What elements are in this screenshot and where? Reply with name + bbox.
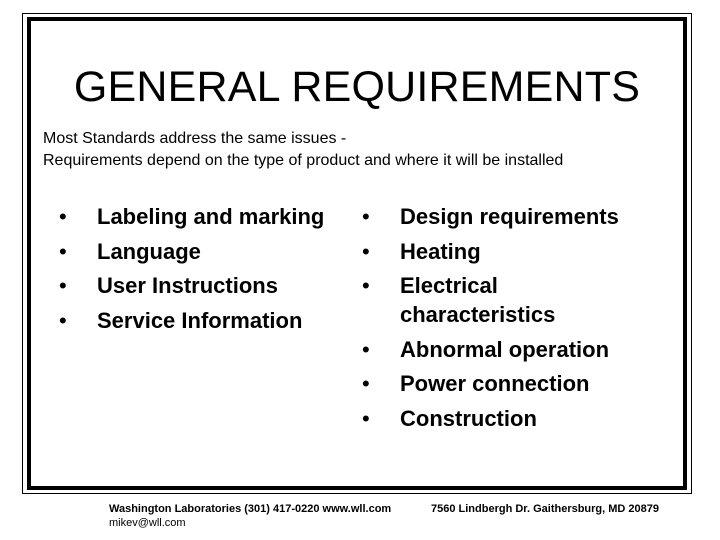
bullet-icon: • — [362, 273, 370, 298]
list-item — [362, 202, 682, 231]
list-item-label: Abnormal operation — [400, 336, 610, 362]
list-item — [59, 202, 359, 231]
right-bullet-list — [362, 202, 682, 438]
list-item — [59, 237, 359, 266]
bullet-icon: • — [362, 204, 370, 229]
bullet-icon: • — [362, 238, 370, 264]
bullet-icon: • — [362, 336, 370, 362]
list-item — [362, 335, 682, 364]
list-item-label: Construction — [400, 405, 537, 431]
list-item — [59, 306, 359, 335]
list-item-label: User Instructions — [97, 273, 278, 298]
list-item-label: Heating — [400, 238, 481, 264]
list-item — [362, 404, 682, 433]
left-bullet-list — [59, 202, 359, 340]
bullet-icon: • — [59, 307, 67, 333]
list-item-label: Design requirements — [400, 204, 619, 229]
list-item-label: Power connection — [400, 371, 590, 396]
list-item — [362, 237, 682, 266]
bullet-icon: • — [59, 273, 67, 298]
slide-title: GENERAL REQUIREMENTS — [73, 63, 641, 111]
list-item — [59, 271, 359, 300]
list-item — [362, 271, 630, 329]
list-item-label: Service Information — [97, 307, 303, 333]
list-item — [362, 369, 682, 398]
bullet-icon: • — [59, 238, 67, 264]
list-item-label: Language — [97, 238, 201, 264]
footer-email: mikev@wll.com — [109, 517, 186, 529]
list-item-label: Labeling and marking — [97, 204, 325, 229]
bullet-icon: • — [362, 371, 370, 396]
bullet-icon: • — [362, 405, 370, 431]
subtitle-line-1: Most Standards address the same issues - — [43, 130, 347, 147]
footer-company-contact: Washington Laboratories (301) 417-0220 www.wll.com — [109, 503, 392, 515]
bullet-icon: • — [59, 204, 67, 229]
list-item-label: Electrical characteristics — [400, 273, 556, 327]
slide-subtitle — [43, 128, 563, 172]
subtitle-line-2: Requirements depend on the type of product and where it will be installed — [43, 152, 564, 169]
footer-address: 7560 Lindbergh Dr. Gaithersburg, MD 20879 — [431, 503, 660, 515]
